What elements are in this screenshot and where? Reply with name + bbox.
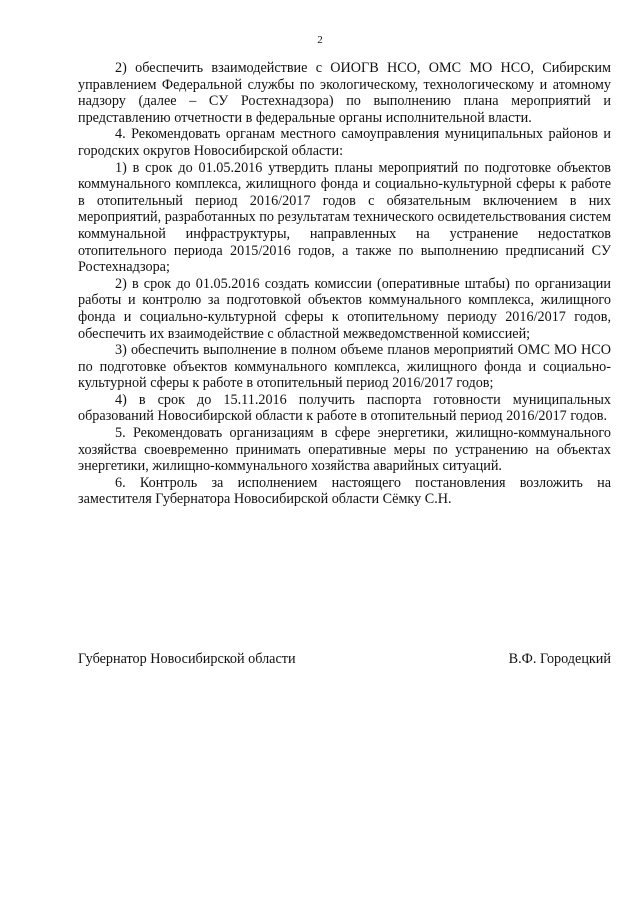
paragraph-4-1: 1) в срок до 01.05.2016 утвердить планы мероприятий по подготовке объектов коммунального комплекса, жилищного фонда и социально-культурной сферы к работе в отопительный период 2016/2017 годов с обязательным включением в них мероприятий, разработанных по результатам технического освидетельствования систем коммунальной инфраструктуры, направленных на устранение недостатков отопительного периода 2015/2016 годов, а также по выполнению предписаний СУ Ростехнадзора; — [78, 159, 611, 276]
signatory-position: Губернатор Новосибирской области — [78, 651, 296, 667]
document-body — [78, 60, 611, 508]
signature-block — [78, 651, 611, 668]
paragraph-5: 5. Рекомендовать организациям в сфере энергетики, жилищно-коммунального хозяйства своевременно принимать оперативные меры по устранению на объектах энергетики, жилищно-коммунального хозяйства аварийных ситуаций. — [78, 425, 611, 475]
paragraph-3-2: 2) обеспечить взаимодействие с ОИОГВ НСО, ОМС МО НСО, Сибирским управлением Федеральной службы по экологическому, технологическому и атомному надзору (далее – СУ Ростехнадзора) по выполнению плана мероприятий и представлению отчетности в федеральные органы исполнительной власти. — [78, 60, 611, 126]
paragraph-4-3: 3) обеспечить выполнение в полном объеме планов мероприятий ОМС МО НСО по подготовке объектов коммунального комплекса, жилищного фонда и социально-культурной сферы к работе в отопительный период 2016/2017 годов; — [78, 342, 611, 392]
paragraph-4-4: 4) в срок до 15.11.2016 получить паспорта готовности муниципальных образований Новосибирской области к работе в отопительный период 2016/2017 годов. — [78, 391, 611, 425]
paragraph-4: 4. Рекомендовать органам местного самоуправления муниципальных районов и городских округов Новосибирской области: — [78, 126, 611, 159]
page-number: 2 — [317, 34, 323, 46]
signatory-name: В.Ф. Городецкий — [508, 651, 611, 667]
paragraph-6: 6. Контроль за исполнением настоящего постановления возложить на заместителя Губернатора Новосибирской области Сёмку С.Н. — [78, 474, 611, 508]
paragraph-4-2: 2) в срок до 01.05.2016 создать комиссии (оперативные штабы) по организации работы и контролю за подготовкой объектов коммунального комплекса, жилищного фонда и социально-культурной сферы к отопительному периоду 2016/2017 годов, обеспечить их взаимодействие с областной межведомственной комиссией; — [78, 275, 611, 342]
